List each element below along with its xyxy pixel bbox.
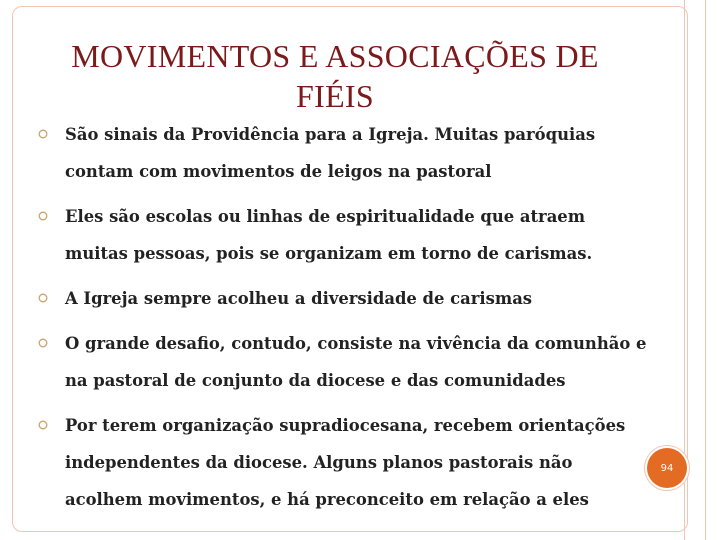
circle-bullet-icon: [38, 338, 48, 348]
circle-bullet-icon: [38, 420, 48, 430]
circle-bullet-icon: [38, 211, 48, 221]
bullet-text: O grande desafio, contudo, consiste na vivência da comunhão e na pastoral de conjunto da diocese e das comunidades: [65, 334, 647, 390]
bullet-item: [38, 407, 648, 518]
circle-bullet-icon: [38, 129, 48, 139]
circle-bullet-icon: [38, 293, 48, 303]
bullet-text: Eles são escolas ou linhas de espiritualidade que atraem muitas pessoas, pois se organizam em torno de carismas.: [65, 207, 593, 263]
bullet-text: Por terem organização supradiocesana, recebem orientações independentes da diocese. Alguns planos pastorais não acolhem movimentos, e há preconceito em relação a eles: [65, 416, 626, 509]
bullet-item: [38, 325, 648, 399]
right-rail-decoration: [684, 0, 706, 540]
bullet-item: [38, 116, 648, 190]
bullet-list: [38, 116, 648, 526]
bullet-text: A Igreja sempre acolheu a diversidade de carismas: [65, 289, 533, 308]
slide-title: MOVIMENTOS E ASSOCIAÇÕES DE FIÉIS: [71, 38, 599, 114]
bullet-item: [38, 198, 648, 272]
bullet-item: [38, 280, 648, 317]
bullet-text: São sinais da Providência para a Igreja. Muitas paróquias contam com movimentos de leigos na pastoral: [65, 125, 596, 181]
page-number-badge: 94: [647, 448, 687, 488]
